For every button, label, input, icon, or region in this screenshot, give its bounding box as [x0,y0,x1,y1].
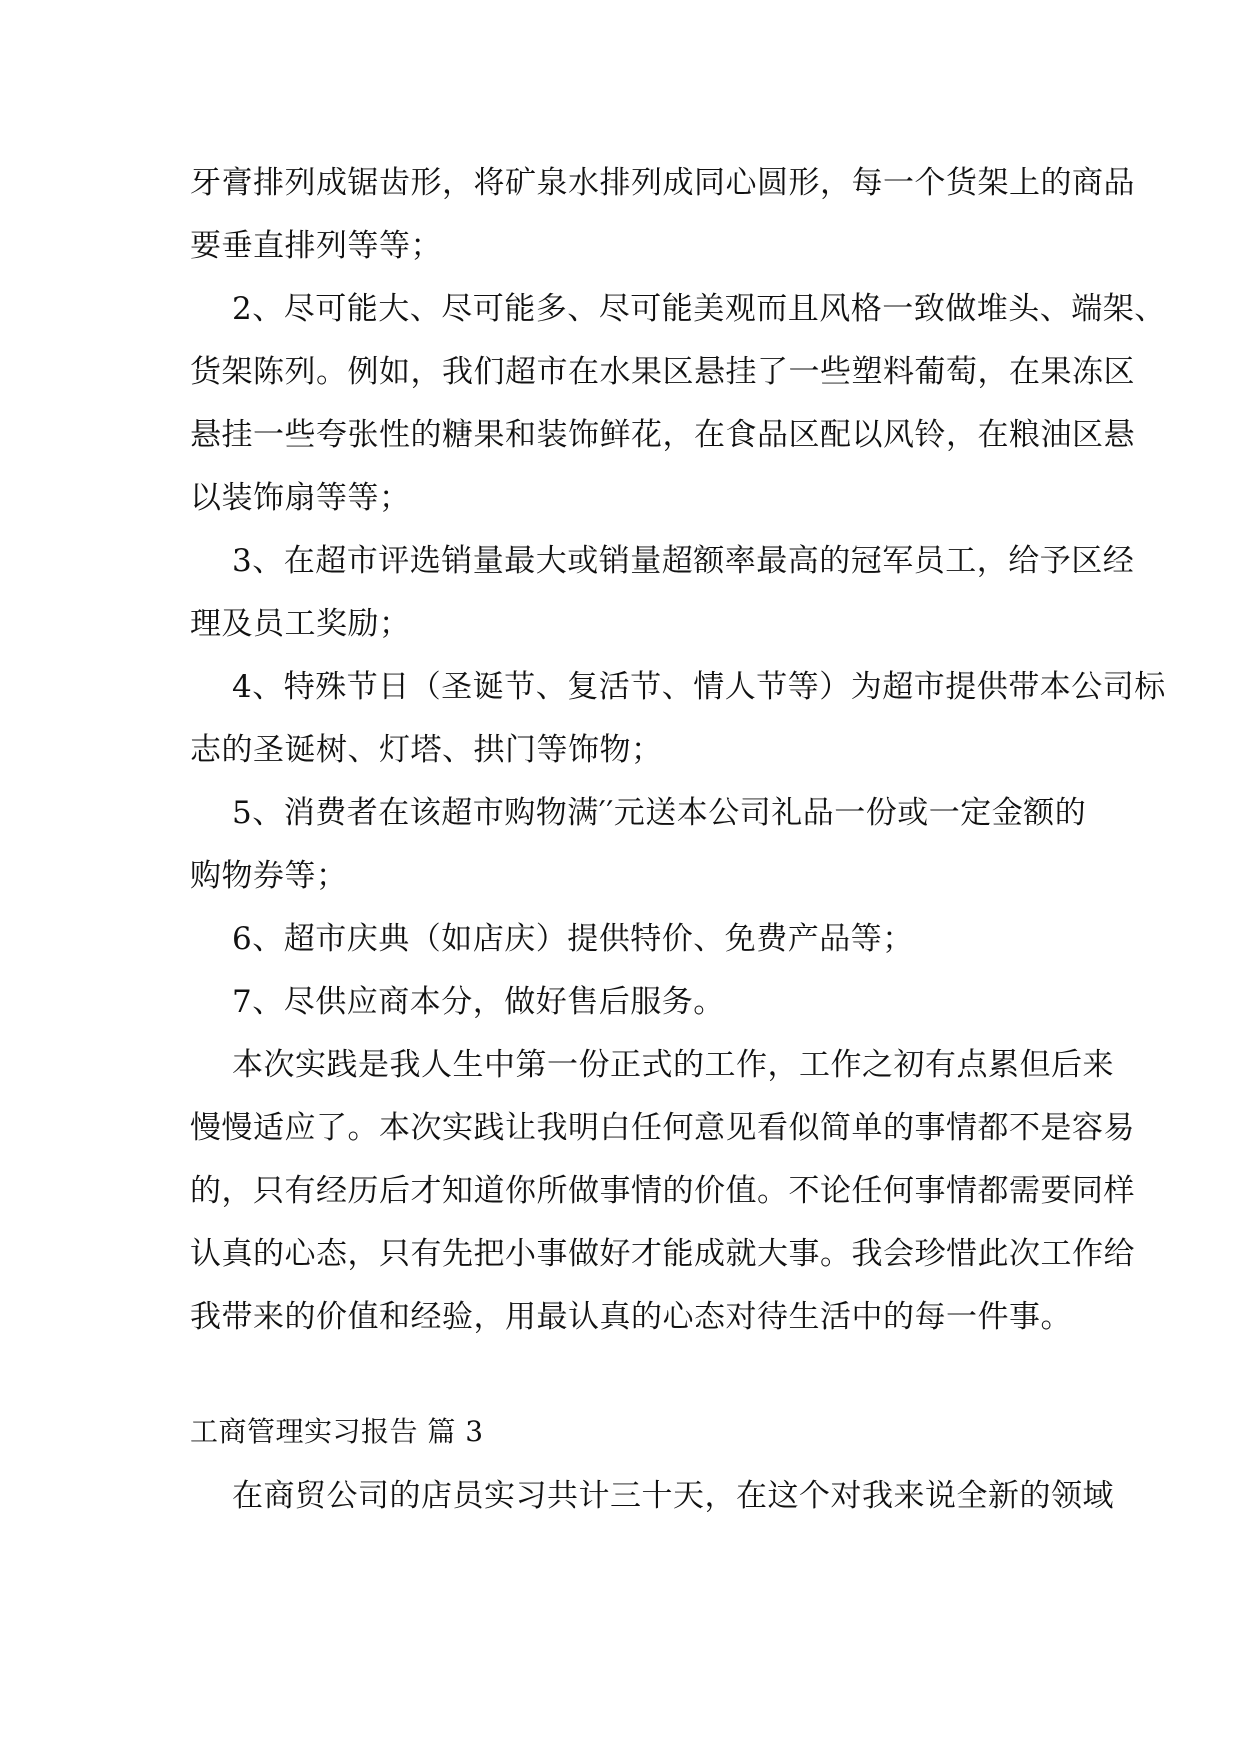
text-line: 志的圣诞树、灯塔、拱门等饰物； [190,732,663,768]
text-line: 牙膏排列成锯齿形，将矿泉水排列成同心圆形，每一个货架上的商品 [190,165,1135,201]
text-line: 6、超市庆典（如店庆）提供特价、免费产品等； [232,921,914,957]
text-line: 我带来的价值和经验，用最认真的心态对待生活中的每一件事。 [190,1299,1072,1335]
text-line: 认真的心态，只有先把小事做好才能成就大事。我会珍惜此次工作给 [190,1236,1135,1272]
text-line: 悬挂一些夸张性的糖果和装饰鲜花，在食品区配以风铃，在粮油区悬 [190,417,1135,453]
text-line: 4、特殊节日（圣诞节、复活节、情人节等）为超市提供带本公司标 [232,669,1166,705]
text-line: 在商贸公司的店员实习共计三十天，在这个对我来说全新的领域 [232,1478,1114,1514]
text-line: 7、尽供应商本分，做好售后服务。 [232,984,725,1020]
text-line: 理及员工奖励； [190,606,411,642]
text-line: 要垂直排列等等； [190,228,442,264]
text-line: 本次实践是我人生中第一份正式的工作，工作之初有点累但后来 [232,1047,1114,1083]
text-line: 以装饰扇等等； [190,480,411,516]
text-line: 2、尽可能大、尽可能多、尽可能美观而且风格一致做堆头、端架、 [232,291,1166,327]
text-line: 货架陈列。例如，我们超市在水果区悬挂了一些塑料葡萄，在果冻区 [190,354,1135,390]
text-line: 5、消费者在该超市购物满′′元送本公司礼品一份或一定金额的 [232,795,1087,831]
section-heading: 工商管理实习报告 篇 3 [190,1415,484,1448]
text-line: 慢慢适应了。本次实践让我明白任何意见看似简单的事情都不是容易 [190,1110,1135,1146]
text-line: 购物券等； [190,858,348,894]
text-line: 3、在超市评选销量最大或销量超额率最高的冠军员工，给予区经 [232,543,1135,579]
text-line: 的，只有经历后才知道你所做事情的价值。不论任何事情都需要同样 [190,1173,1135,1209]
